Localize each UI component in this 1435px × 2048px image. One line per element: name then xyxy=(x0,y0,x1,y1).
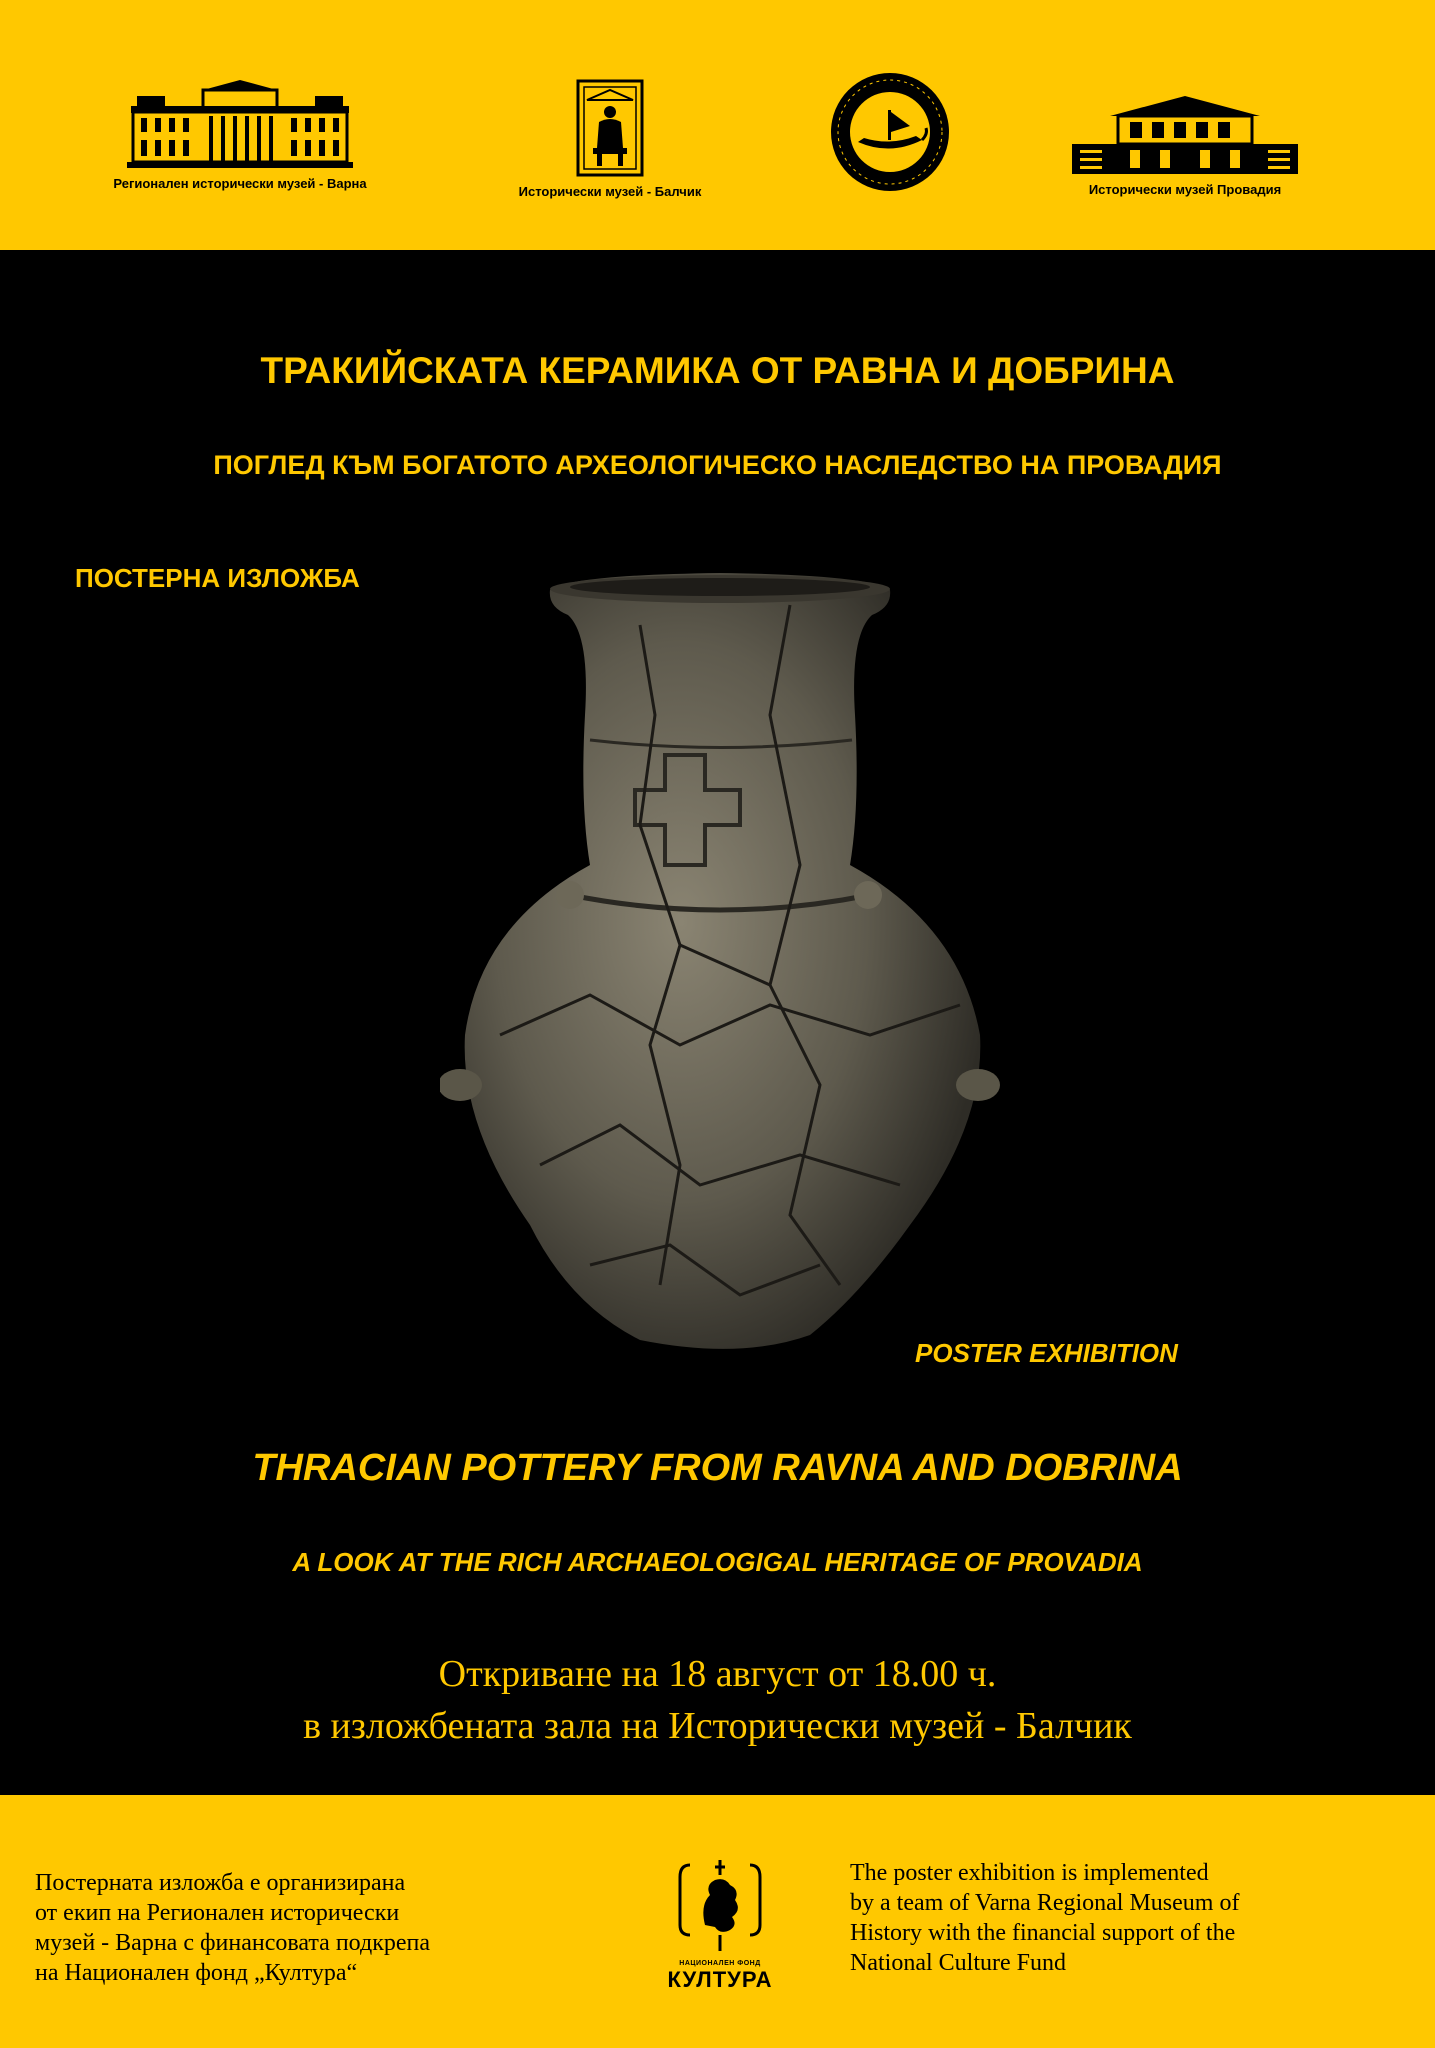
footer-bg-line: музей - Варна с финансовата подкрепа xyxy=(35,1930,431,1956)
building-facade-icon xyxy=(125,78,355,170)
footer-bulgarian-text xyxy=(35,1868,430,1988)
thracian-vase-image xyxy=(440,565,1000,1365)
revival-house-icon xyxy=(1070,92,1300,176)
bulgarian-subtitle: ПОГЛЕД КЪМ БОГАТОТО АРХЕОЛОГИЧЕСКО НАСЛЕДСТВО НА ПРОВАДИЯ xyxy=(213,450,1222,480)
footer-en-line: The poster exhibition is implemented xyxy=(850,1860,1209,1886)
footer-en-line: National Culture Fund xyxy=(850,1950,1066,1976)
fund-logo-big-text: КУЛТУРА xyxy=(667,1967,773,1992)
logo-balchik-museum xyxy=(480,78,740,199)
footer-en-line: History with the financial support of the xyxy=(850,1920,1236,1946)
footer-bg-line: от екип на Регионален исторически xyxy=(35,1900,400,1926)
bulgarian-poster-label: ПОСТЕРНА ИЗЛОЖБА xyxy=(75,563,360,593)
footer-en-line: by a team of Varna Regional Museum of xyxy=(850,1890,1240,1916)
opening-date: Откриване на 18 август от 18.00 ч. xyxy=(438,1653,997,1695)
english-title: THRACIAN POTTERY FROM RAVNA AND DOBRINA xyxy=(252,1447,1183,1489)
logo-caption: Исторически музей - Балчик xyxy=(518,184,702,199)
lion-shield-icon xyxy=(670,1855,770,1955)
bulgarian-title: ТРАКИЙСКАТА КЕРАМИКА ОТ РАВНА И ДОБРИНА xyxy=(260,350,1175,391)
english-subtitle: A LOOK AT THE RICH ARCHAEOLOGIGAL HERITAGE OF PROVADIA xyxy=(292,1547,1143,1577)
fund-logo-small-text: НАЦИОНАЛЕН ФОНД xyxy=(679,1960,761,1967)
ship-seal-icon xyxy=(828,70,952,194)
national-culture-fund-logo xyxy=(660,1855,780,1993)
seated-goddess-relief-icon xyxy=(575,78,645,178)
logo-museum-seal xyxy=(825,70,955,194)
logo-varna-museum xyxy=(90,78,390,191)
footer-english-text xyxy=(850,1858,1239,1978)
logo-provadia-museum xyxy=(1060,92,1310,197)
logo-caption: Исторически музей Провадия xyxy=(1088,182,1282,197)
opening-venue: в изложбената зала на Исторически музей - Балчик xyxy=(303,1705,1132,1747)
english-poster-label: POSTER EXHIBITION xyxy=(915,1338,1178,1368)
footer-bg-line: на Национален фонд „Култура“ xyxy=(35,1960,358,1986)
logo-caption: Регионален исторически музей - Варна xyxy=(113,176,367,191)
opening-info xyxy=(0,1648,1435,1752)
footer-bg-line: Постерната изложба е организирана xyxy=(35,1870,406,1896)
